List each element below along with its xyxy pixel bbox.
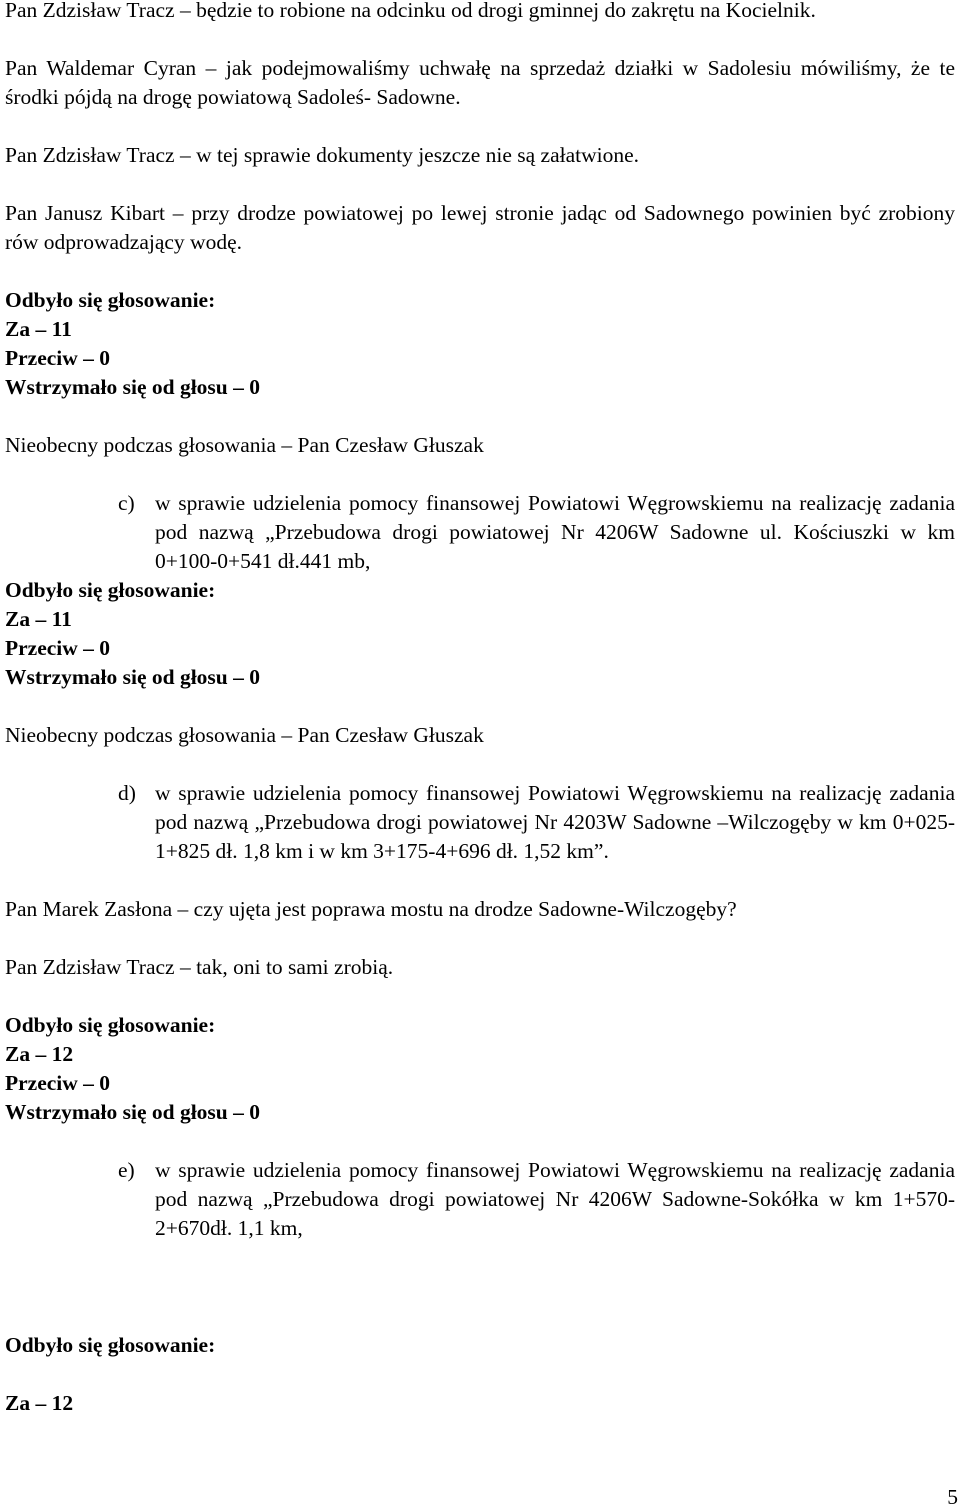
vote-absent-note: Nieobecny podczas głosowania – Pan Czesław Głuszak	[5, 723, 484, 747]
vote-za: Za – 11	[5, 607, 72, 631]
item-text: w sprawie udzielenia pomocy finansowej Powiatowi Węgrowskiemu na realizację zadania pod nazwą „Przebudowa drogi powiatowej Nr 4203W Sadowne –Wilczogęby w km 0+025-1+825 dł. 1,8 km i w km 3+175-4+696 dł. 1,52 km”.	[155, 781, 955, 863]
vote-za: Za – 11	[5, 317, 72, 341]
vote-wstrzymalo: Wstrzymało się od głosu – 0	[5, 1100, 261, 1124]
vote-za: Za – 12	[5, 1042, 74, 1066]
item-letter: e)	[118, 1158, 135, 1182]
agenda-item-d	[118, 779, 955, 866]
item-text: w sprawie udzielenia pomocy finansowej Powiatowi Węgrowskiemu na realizację zadania pod nazwą „Przebudowa drogi powiatowej Nr 4206W Sadowne ul. Kościuszki w km 0+100-0+541 dł.441 mb,	[155, 491, 955, 573]
statement-tracz-1: Pan Zdzisław Tracz – będzie to robione na odcinku od drogi gminnej do zakrętu na Kocielnik.	[5, 0, 816, 22]
item-text: w sprawie udzielenia pomocy finansowej Powiatowi Węgrowskiemu na realizację zadania pod nazwą „Przebudowa drogi powiatowej Nr 4206W Sadowne-Sokółka w km 1+570-2+670dł. 1,1 km,	[155, 1158, 955, 1240]
item-letter: d)	[118, 781, 136, 805]
vote-absent-note: Nieobecny podczas głosowania – Pan Czesław Głuszak	[5, 433, 484, 457]
vote-header: Odbyło się głosowanie:	[5, 578, 216, 602]
statement-tracz-3: Pan Zdzisław Tracz – tak, oni to sami zrobią.	[5, 955, 394, 979]
vote-wstrzymalo: Wstrzymało się od głosu – 0	[5, 375, 261, 399]
vote-header: Odbyło się głosowanie:	[5, 288, 216, 312]
vote-header: Odbyło się głosowanie:	[5, 1013, 216, 1037]
statement-cyran: Pan Waldemar Cyran – jak podejmowaliśmy uchwałę na sprzedaż działki w Sadolesiu mówiliśmy, że te środki pójdą na drogę powiatową Sadoleś- Sadowne.	[5, 56, 955, 109]
vote-header: Odbyło się głosowanie:	[5, 1333, 216, 1357]
vote-przeciw: Przeciw – 0	[5, 636, 111, 660]
statement-zaslona: Pan Marek Zasłona – czy ujęta jest poprawa mostu na drodze Sadowne-Wilczogęby?	[5, 897, 737, 921]
page-number: 5	[947, 1485, 958, 1509]
vote-przeciw: Przeciw – 0	[5, 1071, 111, 1095]
statement-tracz-2: Pan Zdzisław Tracz – w tej sprawie dokumenty jeszcze nie są załatwione.	[5, 143, 640, 167]
vote-przeciw: Przeciw – 0	[5, 346, 111, 370]
vote-wstrzymalo: Wstrzymało się od głosu – 0	[5, 665, 261, 689]
agenda-item-c	[118, 489, 955, 576]
item-letter: c)	[118, 491, 135, 515]
statement-kibart: Pan Janusz Kibart – przy drodze powiatowej po lewej stronie jadąc od Sadownego powinien być zrobiony rów odprowadzający wodę.	[5, 201, 955, 254]
vote-za: Za – 12	[5, 1391, 74, 1415]
agenda-item-e	[118, 1156, 955, 1243]
